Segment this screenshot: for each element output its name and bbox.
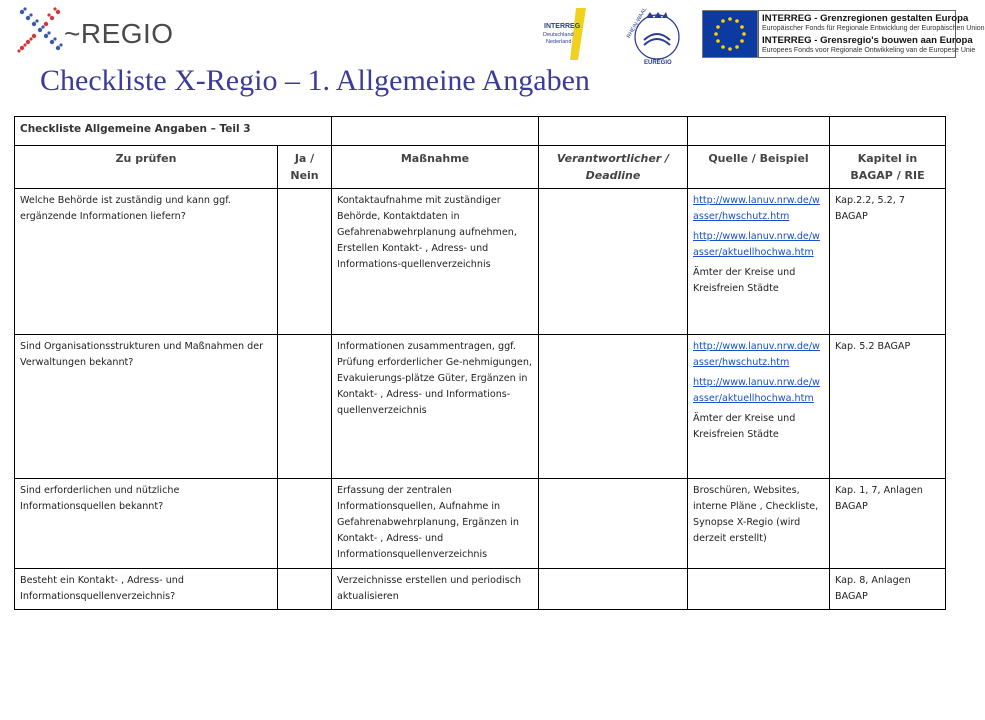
lanuv-aktuellhochwa-link[interactable]: http://www.lanuv.nrw.de/wasser/aktuellhochwa.htm [693,377,820,404]
cell-ja-nein[interactable] [278,189,332,335]
cell-verantwortlich[interactable] [539,569,688,610]
banner-line-3: INTERREG - Grensregio's bouwen aan Europa [762,35,973,46]
cell-quelle [688,335,830,479]
quelle-text: Ämter der Kreise und Kreisfreien Städte [693,267,796,294]
cell-massnahme: Verzeichnisse erstellen und periodisch aktualisieren [332,569,539,610]
cell-massnahme: Erfassung der zentralen Informationsquellen, Aufnahme in Gefahrenabwehrplanung, Ergänzen in Kontakt- , Adress- und Informationsquellenverzeichnis [332,479,539,569]
x-mark-icon [14,4,66,62]
table-row [15,335,946,479]
euregio-bottom-label: EUREGIO [644,60,672,66]
logo-wordmark: ~REGIO [64,18,174,49]
table-row [15,569,946,610]
xregio-logo [14,4,174,62]
lanuv-hwschutz-link[interactable]: http://www.lanuv.nrw.de/wasser/hwschutz.htm [693,341,820,368]
eu-flag-icon [702,10,758,58]
page-title: Checkliste X-Regio – 1. Allgemeine Angaben [40,64,590,97]
header-ja-nein: Ja / Nein [278,146,332,189]
table-title-row [15,117,946,146]
cell-zu-pruefen: Besteht ein Kontakt- , Adress- und Informationsquellenverzeichnis? [15,569,278,610]
table-title: Checkliste Allgemeine Angaben – Teil 3 [15,117,332,146]
checklist-table [14,116,946,610]
table-row [15,479,946,569]
banner-line-2: Europäischer Fonds für Regionale Entwicklung der Europäischen Union [762,25,985,32]
cell-verantwortlich[interactable] [539,189,688,335]
interreg-label: INTERREG [544,23,581,30]
cell-quelle [688,569,830,610]
table-header-row [15,146,946,189]
title-empty-cell [688,117,830,146]
header-zu-pruefen: Zu prüfen [15,146,278,189]
interreg-de-nl-logo [540,6,600,62]
euregio-top-label: RHEIN-WAAL [626,6,649,40]
banner-line-4: Europees Fonds voor Regionale Ontwikkeling van de Europese Unie [762,47,976,54]
cell-ja-nein[interactable] [278,479,332,569]
interreg-country-2: Nederland [546,39,572,45]
cell-verantwortlich[interactable] [539,335,688,479]
title-empty-cell [332,117,539,146]
title-empty-cell [539,117,688,146]
cell-massnahme: Kontaktaufnahme mit zuständiger Behörde, Kontaktdaten in Gefahrenabwehrplanung aufnehmen, Erstellen Kontakt- , Adress- und Informations-quellenverzeichnis [332,189,539,335]
cell-kapitel: Kap. 1, 7, Anlagen BAGAP [830,479,946,569]
cell-zu-pruefen: Sind erforderlichen und nützliche Informationsquellen bekannt? [15,479,278,569]
cell-kapitel: Kap.2.2, 5.2, 7 BAGAP [830,189,946,335]
header-kapitel: Kapitel in BAGAP / RIE [830,146,946,189]
lanuv-hwschutz-link[interactable]: http://www.lanuv.nrw.de/wasser/hwschutz.htm [693,195,820,222]
cell-kapitel: Kap. 8, Anlagen BAGAP [830,569,946,610]
cell-ja-nein[interactable] [278,335,332,479]
interreg-country-1: Deutschland [543,32,574,38]
header-quelle: Quelle / Beispiel [688,146,830,189]
title-empty-cell [830,117,946,146]
cell-quelle: Broschüren, Websites, interne Pläne , Checkliste, Synopse X-Regio (wird derzeit erstellt) [688,479,830,569]
interreg-eu-banner [758,10,985,58]
cell-zu-pruefen: Welche Behörde ist zuständig und kann ggf. ergänzende Informationen liefern? [15,189,278,335]
cell-verantwortlich[interactable] [539,479,688,569]
banner-line-1: INTERREG - Grenzregionen gestalten Europa [762,13,969,24]
cell-quelle [688,189,830,335]
cell-ja-nein[interactable] [278,569,332,610]
cell-massnahme: Informationen zusammentragen, ggf. Prüfung erforderlicher Ge-nehmigungen, Evakuierungs-plätze Güter, Ergänzen in Kontakt- , Adress- und Informations-quellenverzeichnis [332,335,539,479]
quelle-text: Ämter der Kreise und Kreisfreien Städte [693,413,796,440]
header-verantwortlicher: Verantwortlicher / Deadline [539,146,688,189]
header-massnahme: Maßnahme [332,146,539,189]
table-row [15,189,946,335]
euregio-rhein-waal-logo [624,4,690,66]
lanuv-aktuellhochwa-link[interactable]: http://www.lanuv.nrw.de/wasser/aktuellhochwa.htm [693,231,820,258]
cell-kapitel: Kap. 5.2 BAGAP [830,335,946,479]
cell-zu-pruefen: Sind Organisationsstrukturen und Maßnahmen der Verwaltungen bekannt? [15,335,278,479]
